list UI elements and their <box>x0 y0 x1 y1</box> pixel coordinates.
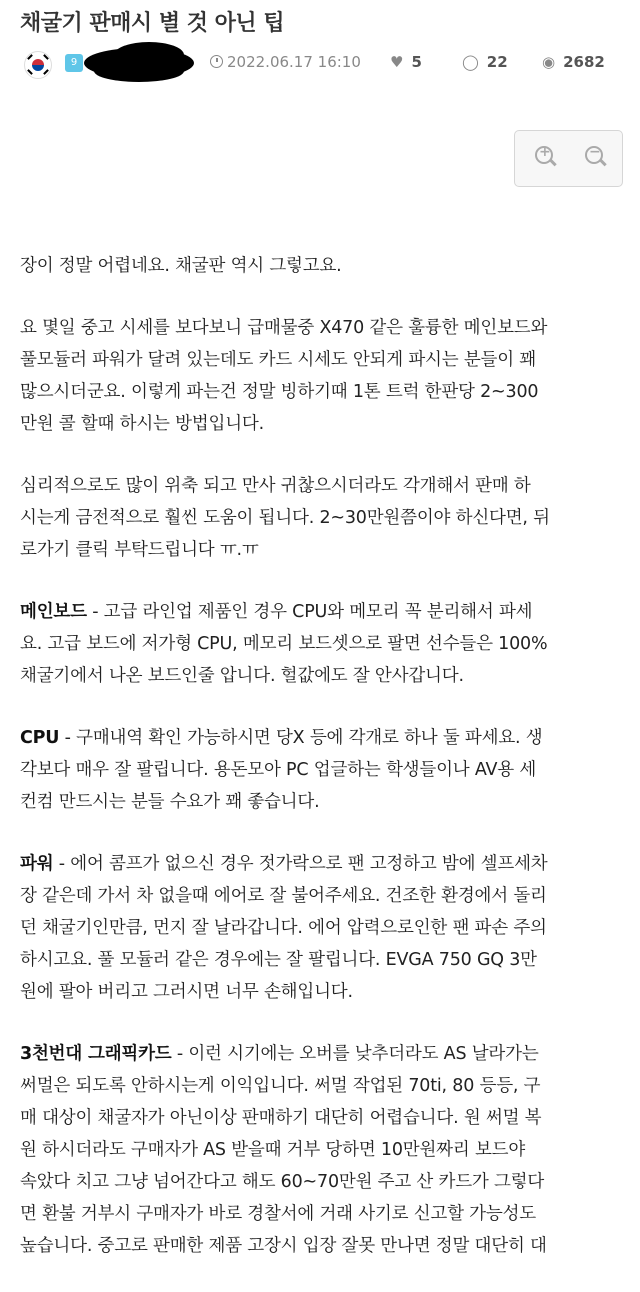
section-mainboard: 메인보드 - 고급 라인업 제품인 경우 CPU와 메모리 꼭 분리해서 파세 요. 고급 보드에 저가형 CPU, 메모리 보드셋으로 팔면 선수들은 100% 채굴기에서 나온 보드인줄 압니다. 헐값에도 잘 안사갑니다. <box>20 602 548 686</box>
section-cpu: CPU - 구매내역 확인 가능하시면 당X 등에 각개로 하나 둘 파세요. 생 각보다 매우 잘 팔립니다. 용돈모아 PC 업글하는 학생들이나 AV용 세 컨컴 만드시는 분들 수요가 꽤 좋습니다. <box>20 728 543 812</box>
section-psu: 파워 - 에어 콤프가 없으신 경우 젓가락으로 팬 고정하고 밤에 셀프세차 장 같은데 가서 차 없을때 에어로 잘 불어주세요. 건조한 환경에서 돌리 던 채굴기인만큼, 먼지 잘 날라갑니다. 에어 압력으로인한 팬 파손 주의 하시고요. 풀 모듈러 같은 경우에는 잘 팔립니다. EVGA 750 GQ 3만 원에 팔아 버리고 그러시면 너무 손해입니다. <box>20 854 548 1002</box>
level-badge: 9 <box>65 54 83 72</box>
section-label: 3천번대 그래픽카드 <box>20 1044 172 1064</box>
views-count: ◉ 2682 <box>542 53 605 71</box>
likes-count[interactable]: ♥ 5 <box>390 53 422 71</box>
post-meta <box>20 48 620 78</box>
zoom-in-icon[interactable]: + <box>535 146 557 168</box>
section-label: 메인보드 <box>20 602 87 622</box>
korea-flag-icon <box>24 51 52 79</box>
comments-count[interactable]: ◯ 22 <box>462 53 508 71</box>
section-label: 파워 <box>20 854 54 874</box>
post-body <box>20 250 630 1292</box>
comment-icon: ◯ <box>462 53 479 71</box>
post-date: 2022.06.17 16:10 <box>210 53 361 71</box>
paragraph: 심리적으로도 많이 위축 되고 만사 귀찮으시더라도 각개해서 판매 하 시는게 금전적으로 훨씬 도움이 됩니다. 2~30만원쯤이야 하신다면, 뒤 로가기 클릭 부탁드립니다 ㅠ.ㅠ <box>20 476 550 560</box>
zoom-controls <box>514 130 623 187</box>
post-title: 채굴기 판매시 별 것 아닌 팁 <box>20 11 285 36</box>
paragraph: 장이 정말 어렵네요. 채굴판 역시 그렇고요. <box>20 256 342 276</box>
eye-icon: ◉ <box>542 53 556 71</box>
section-gpu: 3천번대 그래픽카드 - 이런 시기에는 오버를 낮추더라도 AS 날라가는 써멀은 되도록 안하시는게 이익입니다. 써멀 작업된 70ti, 80 등등, 구 매 대상이 채굴자가 아닌이상 판매하기 대단히 어렵습니다. 원 써멀 복 원 하시더라도 구매자가 AS 받을때 거부 당하면 10만원짜리 보드야 속았다 치고 그냥 넘어간다고 해도 60~70만원 주고 산 카드가 그렇다 면 환불 거부시 구매자가 바로 경찰서에 거래 사기로 신고할 가능성도 높습니다. 중고로 판매한 제품 고장시 입장 잘못 만나면 정말 대단히 대 <box>20 1044 547 1256</box>
section-label: CPU <box>20 728 60 748</box>
heart-icon: ♥ <box>390 53 404 71</box>
zoom-out-icon[interactable]: − <box>585 146 607 168</box>
clock-icon <box>210 55 223 68</box>
paragraph: 요 몇일 중고 시세를 보다보니 급매물중 X470 같은 훌륭한 메인보드와 풀모듈러 파워가 달려 있는데도 카드 시세도 안되게 파시는 분들이 꽤 많으시더군요. 이렇게 파는건 정말 빙하기때 1톤 트럭 한판당 2~300 만원 콜 할때 하시는 방법입니다. <box>20 318 548 434</box>
redacted-nickname[interactable] <box>84 42 194 82</box>
